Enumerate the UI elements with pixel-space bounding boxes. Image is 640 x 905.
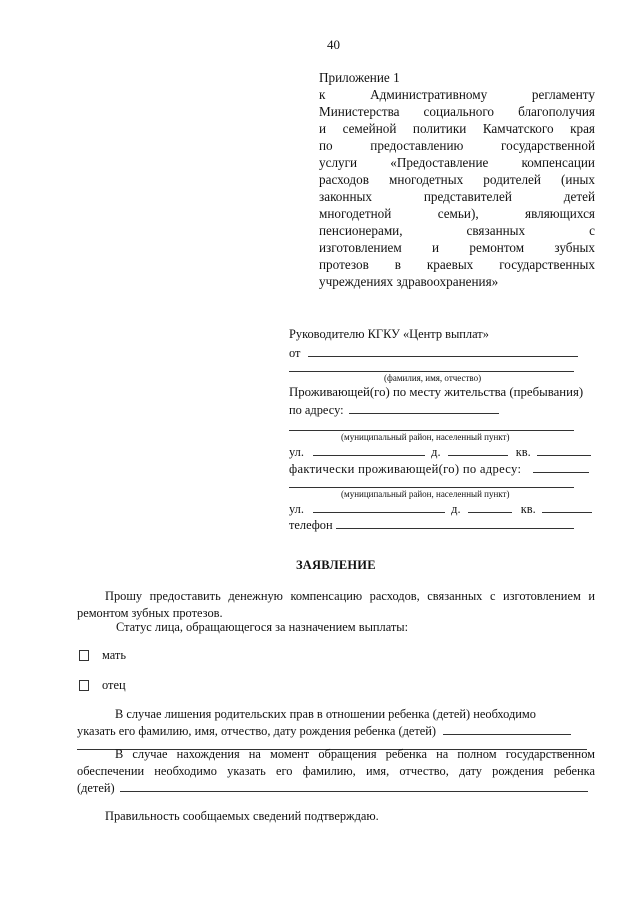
street-label-2: ул. bbox=[289, 502, 304, 516]
checkbox-mother[interactable] bbox=[79, 650, 89, 661]
from-name-field-2[interactable] bbox=[289, 371, 574, 372]
option-father-label: отец bbox=[102, 678, 126, 692]
custody-line: В случае нахождения на момент обращения ребенка на полном государственном bbox=[115, 747, 595, 761]
option-mother[interactable] bbox=[79, 648, 126, 663]
apt-label: кв. bbox=[515, 445, 531, 459]
appendix-line: и семейной политики Камчатского края bbox=[319, 121, 595, 136]
appendix-line: учреждениях здравоохранения» bbox=[319, 274, 499, 289]
municipal-caption: (муниципальный район, населенный пункт) bbox=[341, 432, 510, 442]
residing-text: Проживающей(го) по месту жительства (пребывания) bbox=[289, 385, 584, 399]
deprivation-line: указать его фамилию, имя, отчество, дату рождения ребенка (детей) bbox=[77, 724, 437, 738]
actual-residing-label: фактически проживающей(го) по адресу: bbox=[289, 462, 522, 476]
phone-field[interactable] bbox=[336, 517, 574, 529]
street-field-2[interactable] bbox=[313, 501, 445, 513]
address-field[interactable] bbox=[349, 402, 499, 414]
appendix-line: многодетной семьи), являющихся bbox=[319, 206, 595, 221]
option-mother-label: мать bbox=[102, 648, 127, 662]
house-label: д. bbox=[431, 445, 441, 459]
custody-paragraph bbox=[77, 746, 595, 797]
custody-line: обеспечении необходимо указать его фамилию, имя, отчество, дату рождения ребенка bbox=[77, 764, 595, 778]
request-line: ремонтом зубных протезов. bbox=[77, 606, 223, 620]
actual-address-field[interactable] bbox=[533, 461, 589, 473]
deprivation-paragraph bbox=[77, 706, 595, 750]
from-label: от bbox=[289, 346, 301, 360]
appendix-line: по предоставлению государственной bbox=[319, 138, 595, 153]
page-number: 40 bbox=[327, 37, 340, 52]
request-paragraph bbox=[77, 588, 595, 622]
status-label-text: Статус лица, обращающегося за назначением выплаты: bbox=[116, 620, 409, 634]
municipality-field[interactable] bbox=[289, 430, 574, 431]
appendix-line: законных представителей детей bbox=[319, 189, 595, 204]
recipient-to: Руководителю КГКУ «Центр выплат» bbox=[289, 327, 489, 341]
option-father[interactable] bbox=[79, 678, 126, 693]
appendix-line: протезов в краевых государственных bbox=[319, 257, 595, 272]
house-field[interactable] bbox=[448, 444, 508, 456]
house-field-2[interactable] bbox=[468, 501, 512, 513]
municipal-caption-2: (муниципальный район, населенный пункт) bbox=[341, 489, 510, 499]
checkbox-father[interactable] bbox=[79, 680, 89, 691]
apt-field-2[interactable] bbox=[542, 501, 592, 513]
phone-label: телефон bbox=[289, 518, 333, 532]
appendix-line: изготовлением и ремонтом зубных bbox=[319, 240, 595, 255]
address-label: по адресу: bbox=[289, 403, 344, 417]
house-label-2: д. bbox=[451, 502, 461, 516]
apt-label-2: кв. bbox=[520, 502, 536, 516]
appendix-line: пенсионерами, связанных с bbox=[319, 223, 595, 238]
appendix-line: расходов многодетных родителей (иных bbox=[319, 172, 595, 187]
appendix-title: Приложение 1 bbox=[319, 70, 400, 85]
appendix-line: услуги «Предоставление компенсации bbox=[319, 155, 595, 170]
deprivation-child-field[interactable] bbox=[443, 723, 571, 735]
fio-caption: (фамилия, имя, отчество) bbox=[384, 373, 482, 383]
actual-municipality-field[interactable] bbox=[289, 487, 574, 488]
apt-field[interactable] bbox=[537, 444, 591, 456]
request-line: Прошу предоставить денежную компенсацию расходов, связанных с изготовлением и bbox=[105, 589, 595, 603]
status-label bbox=[116, 619, 516, 636]
from-name-field[interactable] bbox=[308, 345, 578, 357]
custody-child-field[interactable] bbox=[120, 780, 588, 792]
street-field[interactable] bbox=[313, 444, 425, 456]
confirm-statement bbox=[105, 808, 623, 825]
statement-title: ЗАЯВЛЕНИЕ bbox=[296, 558, 376, 572]
residing-line bbox=[289, 385, 596, 400]
deprivation-line: В случае лишения родительских прав в отношении ребенка (детей) необходимо bbox=[115, 707, 536, 721]
appendix-line: к Административному регламенту bbox=[319, 87, 595, 102]
street-label: ул. bbox=[289, 445, 304, 459]
custody-line: (детей) bbox=[77, 781, 115, 795]
appendix-line: Министерства социального благополучия bbox=[319, 104, 595, 119]
confirm-text: Правильность сообщаемых сведений подтверждаю. bbox=[105, 809, 379, 823]
appendix-block bbox=[319, 69, 595, 290]
